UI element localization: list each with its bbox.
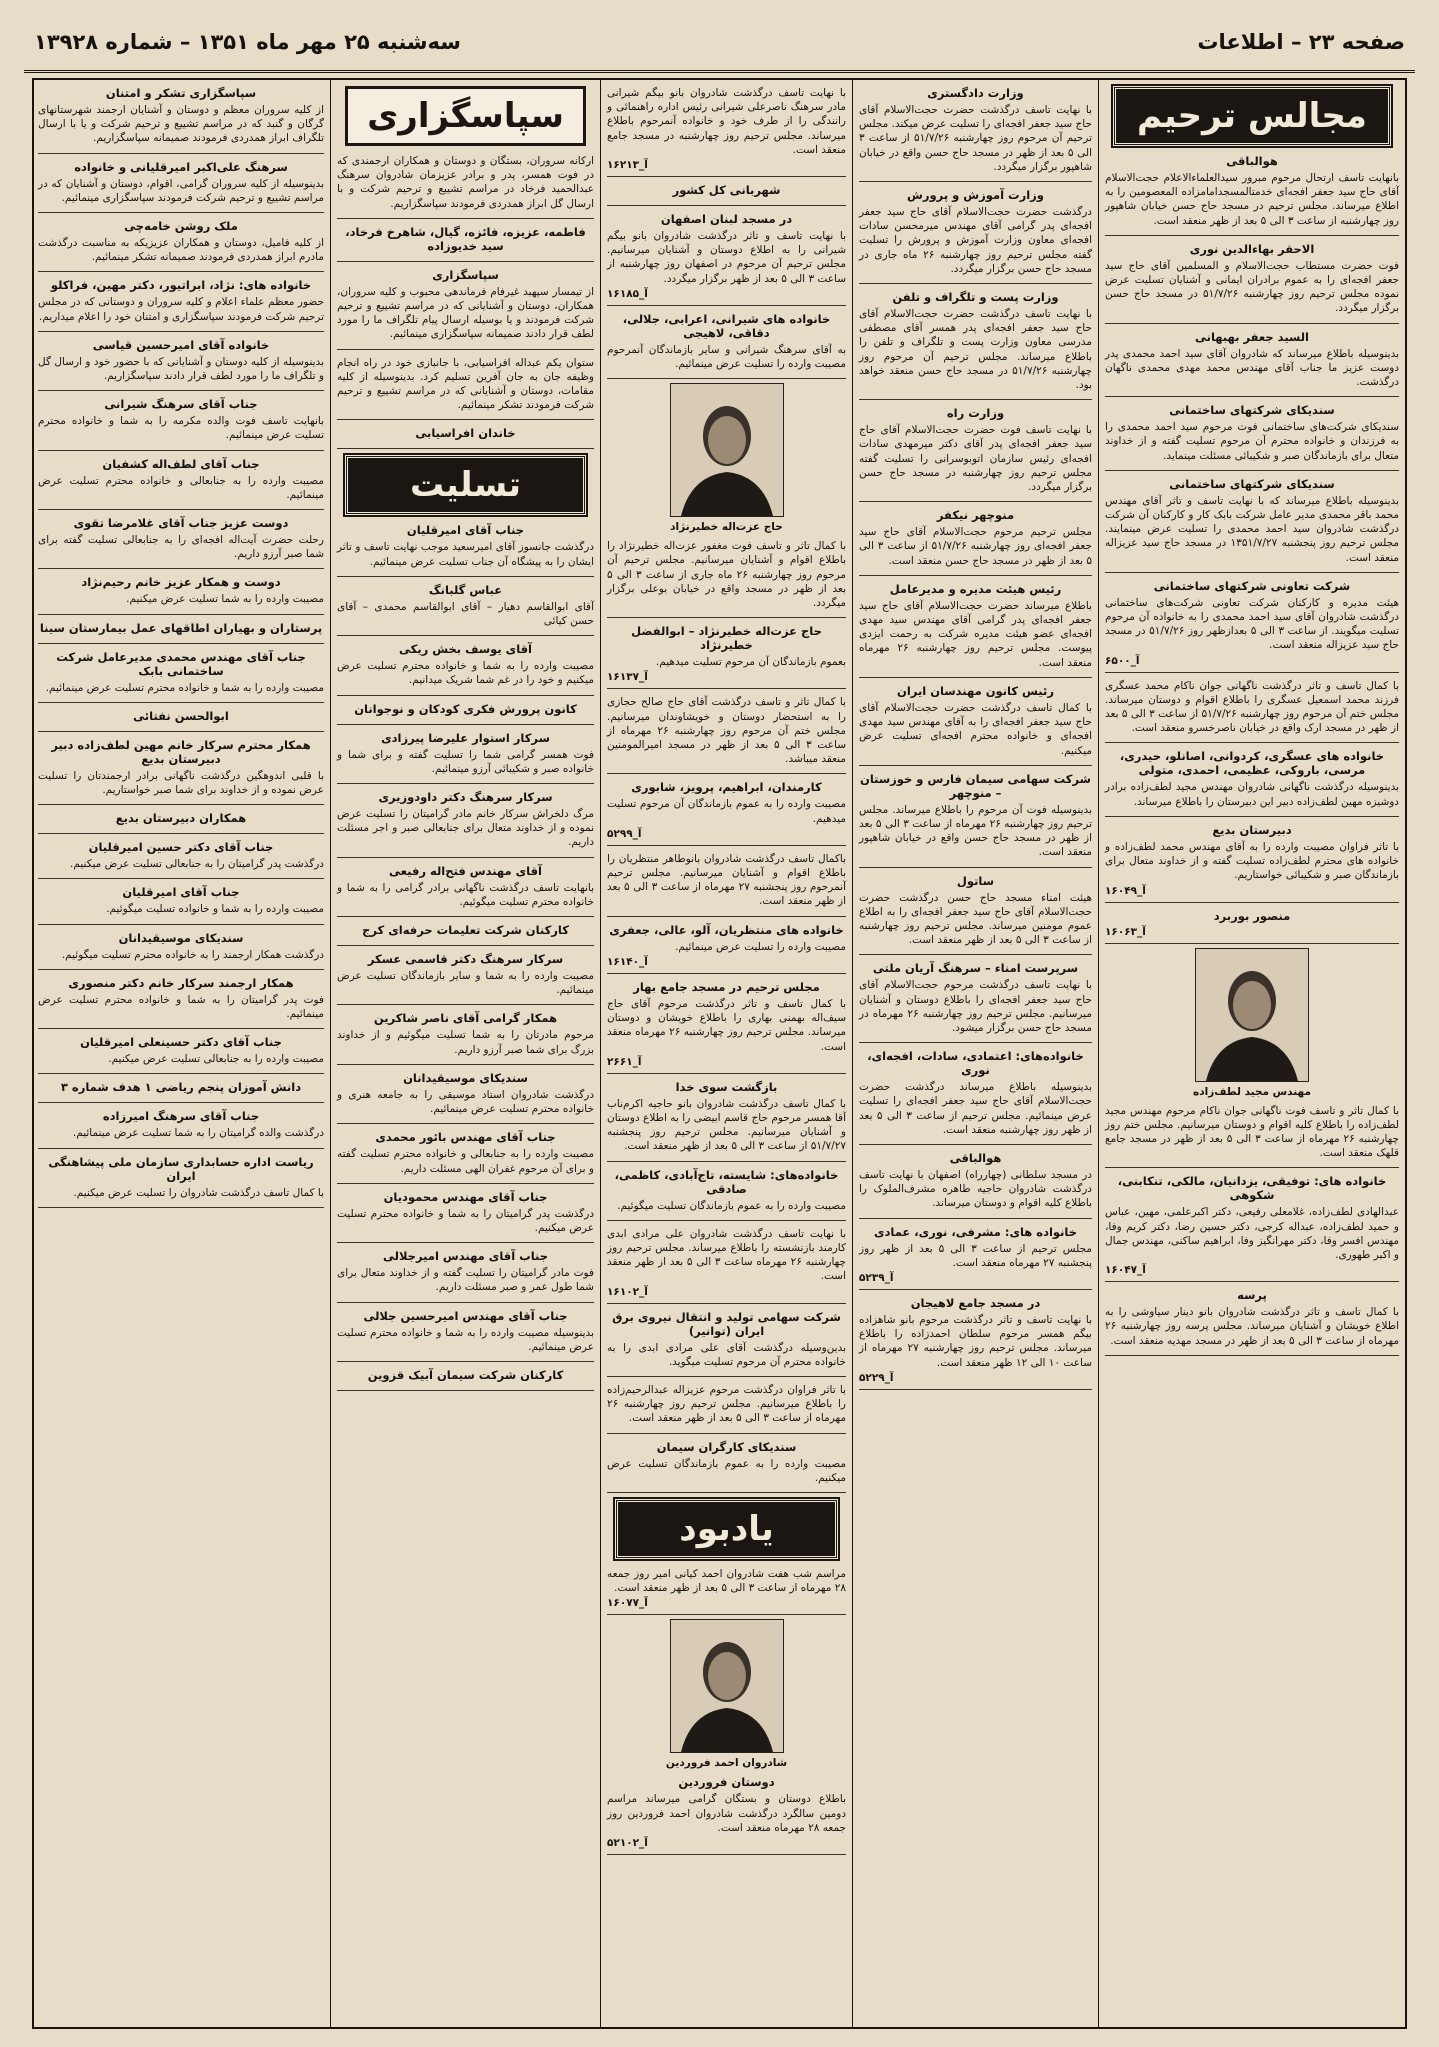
notice-title: عباس گلبانگ: [428, 582, 503, 597]
notice-item: [607, 183, 846, 206]
notice-title: خانواده آقای امیرحسین قیاسی: [92, 337, 270, 352]
notice-item: [38, 86, 324, 154]
notice-title: خانواده‌های: شایسته، تاج‌آبادی، کاظمی، صادقی: [614, 1167, 839, 1196]
notice-title: الاحقر بهاءالدین نوری: [1189, 241, 1315, 256]
notice-text: با نهایت تاسف و تاثر درگذشت شادروان بانو بیگم شیرانی را به اطلاع دوستان و آشنایان میرسانیم. مجلس ترحیم آن مرحوم در اصفهان روز چهارشنبه از ساعت ۳ الی ۵ بعد از ظهر برگزار میگردد.: [607, 230, 846, 285]
notice-title: شرکت سهامی سیمان فارس و خوزستان – منوچهر: [860, 771, 1091, 800]
notice-item: [38, 621, 324, 644]
notice-code: آ_۱۶۰۴۷: [1105, 1264, 1146, 1277]
notice-item: [607, 539, 846, 618]
notice-text: باطلاع دوستان و بستگان گرامی میرساند مراسم دومین سالگرد درگذشت شادروان احمد فروردین روز جمعه ۲۸ مهرماه منعقد است.: [607, 1793, 846, 1834]
notice-title: شرکت تعاونی شرکتهای ساختمانی: [1153, 578, 1351, 593]
notice-text: هیئت امناء مسجد حاج حسن درگذشت حضرت حجت‌الاسلام آقای حاج سید جعفر افجه‌ای را به اطلاع عموم مومنین میرساند. مجلس ترحیم روز چهارشنبه از ساعت ۳ الی ۵ بعد از ظهر منعقد است.: [859, 891, 1092, 947]
notice-text: مصیبت وارده را به شما و خانواده محترم تسلیت عرض مینمائیم.: [45, 681, 324, 694]
notice-item: [1105, 154, 1399, 236]
notice-title: سرکار سرهنگ دکتر قاسمی عسکر: [367, 952, 564, 967]
notice-title: همکاران دبیرستان بدیع: [115, 811, 247, 826]
notice-title: هوالباقی: [949, 1150, 1002, 1165]
notice-item: [607, 780, 846, 845]
portrait-photo: [1105, 948, 1399, 1098]
notice-item: [38, 160, 324, 213]
notice-title: جناب آقای مهندس محمودیان: [383, 1189, 548, 1204]
notice-title: آقای مهندس فتح‌اله رفیعی: [389, 863, 542, 878]
notice-item: [38, 1080, 324, 1103]
column-b-list: [859, 86, 1092, 1390]
notice-text: با کمال تاسف و تاثر درگذشت مرحوم آقای حاج سیف‌اله بهمنی بهاری را باطلاع خویشان و دوستان میرساند. مجلس ترحیم روز چهارشنبه ۲۶ مهرماه منعقد است.: [607, 997, 846, 1053]
notice-code: آ_۲۶۶۱: [607, 1055, 642, 1068]
notice-item: [607, 86, 846, 177]
column-a: [1099, 80, 1405, 2027]
notice-item: [1105, 1104, 1399, 1169]
notice-title: سرکار استوار علیرضا پیرزادی: [381, 730, 550, 745]
notice-code: آ_۱۶۱۸۵: [607, 287, 648, 300]
notice-item: [607, 1227, 846, 1304]
notice-item: [1105, 477, 1399, 573]
notice-item: [1105, 579, 1399, 673]
notice-title: دبیرستان بدیع: [1212, 822, 1292, 837]
notice-item: [337, 731, 594, 784]
notice-title: دوستان فروردین: [678, 1775, 775, 1790]
notice-item: [337, 923, 594, 946]
portrait-caption: شادروان احمد فروردین: [665, 1757, 788, 1770]
notice-title: پرستاران و بهیاران اطاقهای عمل بیمارستان سینا: [39, 620, 323, 635]
portrait-silhouette-icon: [671, 384, 783, 516]
notice-title: جناب آقای امیرقلیان: [406, 523, 525, 538]
notice-text: مصیبت وارده را به جنابعالی تسلیت عرض میکنیم.: [108, 1053, 324, 1066]
notice-text: حضور معظم علماء اعلام و کلیه سروران و دوستانی که در مجلس ترحیم شرکت فرمودند سپاسگزاری و امتنان خود را اعلام میداریم.: [38, 296, 324, 323]
notice-item: [859, 582, 1092, 678]
portrait-silhouette-icon: [1196, 949, 1308, 1081]
banner-majales: مجالس ترحیم: [1113, 86, 1391, 146]
notice-title: وزارت پست و تلگراف و تلفن: [892, 290, 1059, 305]
notice-title: خانواده های: مشرفی، نوری، عمادی: [873, 1224, 1078, 1239]
notice-text: با کمال تاسف درگذشت شادروان بانو حاجیه اکرم‌ناب آقا همسر مرحوم حاج قاسم ابیضی را به اطلاع دوستان و آشنایان میرسانیم. مجلس ترحیم روز پنجشنبه ۵۱/۷/۲۷ از ساعت ۳ الی ۵ بعد از ظهر منعقد است.: [607, 1097, 846, 1153]
portrait-photo: [607, 383, 846, 533]
portrait-caption: مهندس مجید لطف‌زاده: [1193, 1085, 1311, 1098]
notice-text: با نهایت تاسف درگذشت شادروان علی مرادی ابدی کارمند بازنشسته را باطلاع میرساند. مجلس ترحیم روز چهارشنبه ۲۶ مهرماه ساعت ۳ الی ۵ بعد از ظهر منعقد است.: [607, 1227, 847, 1283]
notice-code: آ_۱۶۰۶۳: [1105, 925, 1146, 938]
notice-title: جناب آقای مهندس بائور محمدی: [375, 1130, 556, 1145]
notice-item: [337, 790, 594, 858]
notice-text: در مسجد سلطانی (چهارراه) اصفهان با نهایت تاسف درگذشت شادروان حاجیه طاهره مشرف‌الملوک را باطلاع کلیه اقوام و دوستان میرساند.: [859, 1168, 1092, 1210]
notice-title: وزارت دادگستری: [927, 86, 1024, 100]
notice-text: بانهایت تاسف فوت والده مکرمه را به شما و خانواده محترم تسلیت عرض مینمائیم.: [38, 415, 324, 442]
notice-title: خاندان افراسیابی: [415, 426, 516, 441]
notice-item: [859, 1296, 1092, 1390]
notice-item: [1105, 1288, 1399, 1356]
notice-text: فوت مادر گرامیتان را تسلیت گفته و از خداوند متعال برای شما طول عمر و صبر مسئلت داریم.: [337, 1267, 594, 1294]
notice-code: آ_۱۶۱۰۲: [607, 1285, 648, 1298]
notice-title: حاج عزت‌اله خطیرنژاد – ابوالفضل خطیرنژاد: [631, 624, 822, 653]
notice-text: بدینوسیله باطلاع میرساند درگذشت حضرت حجت‌الاسلام آقای حاج سید جعفر افجه‌ای را تسلیت عرض مینمائیم. مجلس ترحیم از ساعت ۳ الی ۵ بعد از ظهر روز چهارشنبه منعقد است.: [859, 1081, 1092, 1136]
notice-item: [38, 457, 324, 510]
portrait-photo: [607, 1619, 846, 1769]
notice-title: ابوالحسن نفتائی: [133, 708, 229, 723]
notice-text: سندیکای شرکت‌های ساختمانی فوت مرحوم سید احمد محمدی را به فرزندان و خانواده محترم آن مرحوم تسلیت گفته و از خداوند متعال برای بازماندگان صبر و شکیبائی مسئلت مینماید.: [1105, 421, 1399, 462]
notice-code: آ_۱۶۰۴۹: [1105, 884, 1146, 897]
portrait-image: [670, 383, 784, 517]
notice-title: جناب آقای امیرقلیان: [122, 885, 240, 900]
notice-item: [38, 1035, 324, 1074]
banner-dark: یادبود: [615, 1499, 838, 1559]
notice-text: مصیبت وارده را به عموم بازماندگان تسلیت میگوئیم.: [617, 1199, 846, 1212]
notice-item: [607, 1775, 846, 1855]
notice-code: آ_۵۲۲۹: [859, 1371, 894, 1384]
notice-text: به آقای سرهنگ شیرانی و سایر بازماندگان آنمرحوم مصیبت وارده را تسلیت عرض مینمائیم.: [607, 343, 846, 371]
notice-title: پرسه: [1237, 1288, 1267, 1303]
notice-text: با تاثر فراوان درگذشت مرحوم عزیزاله عبدالرحیم‌زاده را باطلاع میرسانیم. مجلس ترحیم روز چهارشنبه ۲۶ مهرماه از ساعت ۳ الی ۵ بعد از ظهر منعقد است.: [607, 1383, 846, 1425]
column-c-list: [607, 86, 846, 1855]
notice-item: [607, 1383, 846, 1434]
notice-item: [607, 1567, 846, 1615]
notice-title: جناب آقای مهندس محمدی مدیرعامل شرکت ساختمانی بابک: [56, 649, 306, 678]
notice-item: [337, 268, 594, 350]
column-c: [601, 80, 853, 2027]
notice-title: ریاست اداره حسابداری سازمان ملی پیشاهنگی ایران: [48, 1154, 314, 1183]
notice-item: [337, 642, 594, 695]
notice-item: [1105, 909, 1399, 944]
notice-text: فوت پدر گرامیتان را به شما و خانواده محترم تسلیت عرض مینمائیم.: [38, 993, 324, 1021]
notice-text: فوت همسر گرامی شما را تسلیت گفته و برای شما و خانواده صبر و شکیبائی آرزو مینمائیم.: [337, 748, 594, 775]
portrait-caption: حاج عزت‌اله خطیرنژاد: [670, 521, 783, 534]
notice-text: مجلس ترحیم از ساعت ۳ الی ۵ بعد از ظهر روز پنجشنبه ۲۷ مهرماه منعقد است.: [859, 1242, 1092, 1269]
notice-item: [337, 702, 594, 725]
notice-text: عبدالهادی لطف‌زاده، غلامعلی رفیعی، دکتر اکبرعلمی، مهین، عباس و حمید لطف‌زاده، عبداله کرجی، دکتر حسین رضا، دکتر کریم وفا، مهندس افسر وفا، دکتر مهرانگیز وفا، ابراهیم ساکنی، مهندس جمال و اکبر طهوری.: [1105, 1206, 1399, 1261]
notice-title: سپاسگزاری تشکر و امتنان: [105, 86, 257, 100]
notice-code: آ_۵۲۱۰۲: [607, 1836, 648, 1849]
notice-title: سندیکای شرکتهای ساختمانی: [1169, 403, 1335, 418]
notice-text: با کمال تاثر و تاسف فوت ناگهانی جوان ناکام مرحوم مهندس مجید لطف‌زاده را باطلاع کلیه اقوام و دوستان میرسانیم. مجلس ختم روز چهارشنبه ۲۶ مهرماه از ساعت ۳ الی ۵ بعد از ظهر در مسجد جامع قلهک منعقد است.: [1105, 1104, 1400, 1160]
column-e: [32, 80, 331, 2027]
notice-title: در مسجد لبنان اصفهان: [660, 212, 793, 227]
notice-text: مصیبت وارده را به جنابعالی و خانواده محترم تسلیت گفته و برای آن مرحوم غفران الهی مسئلت داریم.: [337, 1148, 594, 1175]
notice-text: درگذشت جانسوز آقای امیرسعید موجب نهایت تاسف و تاثر ایشان را به پیشگاه آن جناب تسلیت عرض مینمائیم.: [337, 541, 594, 568]
notice-item: [337, 1190, 594, 1243]
notice-item: [607, 695, 846, 774]
notice-item: [38, 738, 324, 805]
notice-title: خانواده های: توفیقی، یزدانیان، مالکی، تنکابنی، شکوهی: [1117, 1174, 1387, 1203]
notice-text: رحلت حضرت آیت‌اله افجه‌ای را به جنابعالی تسلیت گفته برای شما صبر آرزو داریم.: [38, 534, 324, 561]
banner-dark: تسلیت: [345, 455, 586, 515]
notice-title: کارمندان، ابراهیم، پرویز، شابوری: [631, 780, 822, 795]
notice-text: با نهایت تاسف درگذشت حضرت حجت‌الاسلام آقای حاج سید جعفر افجه‌ای را تسلیت عرض میکند. مجلس ترحیم آن مرحوم روز چهارشنبه ۵۱/۷/۲۶ از ساعت ۳ الی ۵ بعد از ظهر در مسجد حاج حسن واقع در خیابان شاهپور برگزار میگردد.: [859, 104, 1092, 173]
notice-code: آ_۶۵۰۰: [1105, 654, 1140, 667]
notice-text: بدینوسیله از کلیه دوستان و آشنایانی که با حضور خود و ارسال گل و تلگراف ما را مورد لطف قرار دادند سپاسگزاریم.: [38, 355, 324, 383]
notice-text: مصیبت وارده را به شما و خانواده محترم تسلیت عرض میکنیم و خود را در غم شما شریک میدانیم.: [337, 660, 594, 687]
notice-text: هیئت مدیره و کارکنان شرکت تعاونی شرکت‌های ساختمانی درگذشت شادروان آقای سید احمد محمدی را به خانواده آن مرحوم تسلیت میگویند. از ساعت ۳ الی ۵ بعدازظهر روز ۵۱/۷/۲۶ در مسجد حاج سید عزیزاله منعقد است.: [1105, 596, 1400, 652]
notice-title: سرپرست امناء – سرهنگ آریان ملتی: [872, 961, 1079, 976]
notice-item: [38, 397, 324, 450]
notice-item: [1105, 403, 1399, 471]
notice-text: مرحوم مادرتان را به شما تسلیت میگوئیم و از خداوند بزرگ برای شما صبر آرزو داریم.: [337, 1029, 594, 1056]
notice-item: [859, 86, 1092, 182]
notice-text: بدینوسیله از کلیه سروران گرامی، اقوام، دوستان و آشنایان که در مراسم تشییع و ترحیم شرکت فرمودند سپاسگزاری مینمائیم.: [38, 177, 324, 204]
notice-item: [607, 1168, 846, 1221]
notice-title: السید جعفر بهبهانی: [1195, 329, 1309, 344]
notice-code: آ_۱۶۲۱۳: [607, 159, 648, 172]
column-d: [331, 80, 601, 2027]
notice-item: [337, 1309, 594, 1362]
notice-code: آ_۵۲۳۹: [859, 1271, 894, 1284]
notice-text: درگذشت همکار ارجمند را به خانواده محترم تسلیت میگوئیم.: [61, 948, 324, 961]
notice-text: بدینوسیله باطلاع میرساند که شادروان آقای سید احمد محمدی پدر دوست عزیز ما جناب آقای مهندس محمد مهدی محمدی ناگهان درگذشت.: [1105, 347, 1399, 389]
notice-text: بعموم بازماندگان آن مرحوم تسلیت میدهیم.: [655, 656, 846, 669]
notice-title: همکار محترم سرکار خانم مهین لطف‌زاده دبیر دبیرستان بدیع: [51, 737, 311, 766]
notice-item: [607, 312, 846, 379]
notice-item: [1105, 330, 1399, 398]
notice-item: [607, 624, 846, 689]
notice-title: ملک روشن خامه‌چی: [124, 219, 238, 234]
notice-text: با نهایت تاسف درگذشت مرحوم حجت‌الاسلام آقای حاج سید جعفر افجه‌ای را باطلاع دوستان و آشنایان میرسانیم. مجلس ترحیم روز چهارشنبه ۲۶ مهرماه در مسجد حاج حسن برگزار میشود.: [859, 979, 1092, 1034]
notice-item: [1105, 242, 1399, 324]
masthead: [24, 20, 1415, 73]
notice-text: با کمال تاسف درگذشت حضرت حجت‌الاسلام آقای حاج سید جعفر افجه‌ای را به آقای مهندس سید مهدی افجه‌ای و خانواده محترم افجه‌ای تسلیت عرض میکنیم.: [859, 701, 1092, 757]
notice-text: با تاثر فراوان مصیبت وارده را به آقای مهندس محمد لطف‌زاده و خانواده های محترم لطف‌زاده تسلیت گفته و از خداوند متعال برای بازماندگان صبر و شکیبائی خواستاریم.: [1105, 840, 1399, 882]
notice-text: با نهایت تاسف فوت حضرت حجت‌الاسلام آقای حاج سید جعفر افجه‌ای پدر آقای دکتر میرمهدی سادات افجه‌ای رئیس سازمان اتوبوسرانی را تسلیت گفته مجلس ترحیم روز چهارشنبه در مسجد حاج حسن برگزار میگردد.: [859, 424, 1092, 494]
notice-title: جناب آقای مهندس امیرحسین جلالی: [363, 1308, 568, 1323]
notice-title: فاطمه، عزیزه، فائزه، گیال، شاهرخ فرخاد، سید خدیوزاده: [345, 224, 586, 253]
notice-item: [859, 772, 1092, 868]
notice-text: درگذشت والده گرامیتان را به شما تسلیت عرض مینمائیم.: [72, 1127, 324, 1140]
notice-text: مصیبت وارده را به شما تسلیت عرض میکنیم.: [126, 593, 324, 606]
notice-item: [337, 583, 594, 636]
notice-item: [38, 278, 324, 331]
portrait-image: [1195, 948, 1309, 1082]
notice-item: [607, 1310, 846, 1377]
notice-title: سپاسگزاری: [432, 267, 499, 282]
notice-item: [859, 1151, 1092, 1219]
notice-text: مصیبت وارده را به عموم بازماندگان تسلیت عرض میکنیم.: [607, 1457, 846, 1484]
notice-item: [859, 508, 1092, 576]
notice-title: سندیکای موسیقیدانان: [403, 1070, 528, 1085]
notice-item: [38, 575, 324, 614]
notice-item: [859, 684, 1092, 766]
notice-item: [337, 225, 594, 262]
notice-item: [38, 811, 324, 834]
notice-title: وزارت آموزش و پرورش: [907, 188, 1044, 203]
notice-item: [859, 1225, 1092, 1290]
notice-text: بدین‌وسیله درگذشت آقای علی مرادی ابدی را به خانواده محترم آن مرحوم تسلیت میگوید.: [607, 1341, 846, 1368]
notice-text: بدینوسیله فوت آن مرحوم را باطلاع میرساند. مجلس ترحیم روز چهارشنبه ۲۶ مهرماه از ساعت ۳ الی ۵ بعد از ظهر در مسجد حاج حسن واقع در خیابان شاهپور منعقد است.: [859, 803, 1093, 859]
notice-text: ستوان یکم عبداله افراسیابی، با جانبازی خود در راه انجام وظیفه جان به جان آفرین تسلیم کرد. بدینوسیله از کلیه مقامات، دوستان و آشنایانی که در مراسم تشییع و ترحیم شرکت فرمودند تشکر مینمائیم.: [337, 356, 594, 412]
notice-text: با نهایت تاسف درگذشت حضرت حجت‌الاسلام آقای حاج سید جعفر افجه‌ای پدر همسر آقای مصطفی مدرسی معاون وزارت پست و تلگراف و تلفن را باطلاع میرساند. مجلس ترحیم آن مرحوم روز چهارشنبه ۵۱/۷/۲۶ در مسجد حاج حسن منعقد خواهد بود.: [859, 308, 1093, 392]
notice-title: کارکنان شرکت سیمان آبیک قزوین: [367, 1367, 564, 1382]
notice-text: از کلیه سروران معظم و دوستان و آشنایان ارجمند شهرستانهای گرگان و گنبد که در مراسم تشییع و ترحیم شرکت و یا با ارسال تلگراف ابراز همدردی فرمودند صمیمانه سپاسگزاریم.: [38, 104, 324, 145]
page-name: صفحه ۲۳ – اطلاعات: [1197, 30, 1405, 54]
notice-item: [1105, 823, 1399, 903]
notice-title: همکار گرامی آقای ناصر شاکرین: [373, 1011, 558, 1026]
notice-item: [337, 1130, 594, 1183]
notice-item: [337, 1071, 594, 1124]
notice-title: جناب آقای سرهنگ امیرزاده: [102, 1109, 260, 1124]
notice-text: درگذشت پدر گرامیتان را به شما و خانواده محترم تسلیت عرض میکنیم.: [337, 1207, 594, 1234]
notice-item: [859, 290, 1092, 400]
notice-text: درگذشت پدر گرامیتان را به جنابعالی تسلیت عرض میکنیم.: [70, 858, 324, 871]
notice-item: [38, 931, 324, 970]
notice-item: [859, 874, 1092, 956]
column-d-list: [337, 154, 594, 1391]
notice-text: مصیبت وارده را به شما و سایر بازماندگان تسلیت عرض مینمائیم.: [337, 970, 594, 997]
notice-text: مراسم شب هفت شادروان احمد کیانی امیر روز جمعه ۲۸ مهرماه از ساعت ۳ الی ۵ بعد از ظهر منعقد است.: [607, 1567, 846, 1595]
notice-title: سرهنگ علی‌اکبر امیرقلیانی و خانواده: [74, 159, 288, 174]
notice-title: شهربانی کل کشور: [672, 183, 781, 198]
notice-item: [337, 1011, 594, 1064]
notice-text: با قلبی اندوهگین درگذشت ناگهانی برادر ارجمندتان را تسلیت عرض نموده و از خداوند برای شما صبر خواستاریم.: [38, 769, 324, 797]
notice-title: آقای یوسف بخش ریکی: [399, 642, 532, 657]
notice-item: [859, 406, 1092, 502]
notice-title: ساتول: [956, 873, 995, 888]
notice-item: [38, 219, 324, 272]
notice-item: [38, 650, 324, 703]
notice-text: با کمال تاثر و تاسف فوت مغفور عزت‌اله خطیرنژاد را باطلاع اقوام و آشنایان میرسانیم. مجلس ترحیم آن مرحوم روز چهارشنبه ۲۶ ماه جاری از ساعت ۳ الی ۵ بعد از ظهر در مسجد واقع در خیابان بوعلی برگزار میگردد.: [607, 540, 846, 610]
notice-text: مجلس ترحیم مرحوم حجت‌الاسلام آقای حاج سید جعفر افجه‌ای روز چهارشنبه ۵۱/۷/۲۶ از ساعت ۳ الی ۵ بعد از ظهر در مسجد حاج حسن منعقد است.: [859, 526, 1092, 567]
notice-text: بدینوسیله باطلاع میرساند که با نهایت تاسف و تاثر آقای مهندس محمد باقر محمدی مدیر عامل شرکت بابک کار و کارکنان آن شرکت درگذشت شادروان سید احمد محمدی را تسلیت عرض مینمایند. مجلس ترحیم روز پنجشنبه ۱۳۵۱/۷/۲۷ در مسجد حاج سید عزیزاله منعقد است.: [1105, 494, 1399, 564]
notice-title: وزارت راه: [946, 406, 1005, 421]
notice-code: آ_۱۶۱۴۰: [607, 955, 648, 968]
notice-item: [607, 980, 846, 1074]
notice-item: [1105, 679, 1399, 744]
notice-text: مرگ دلخراش سرکار خانم مادر گرامیتان را تسلیت عرض نموده و از خداوند متعال برای جنابعالی صبر و اجر مسئلت داریم.: [337, 808, 594, 849]
notice-title: رئیس کانون مهندسان ایران: [897, 683, 1054, 698]
notice-title: خانواده های شیرانی، اعرابی، جلالی، دقاقی، لاهیجی: [622, 311, 831, 340]
notice-title: دوست و همکار عزیز خانم رحیم‌نژاد: [81, 575, 281, 590]
column-b: [853, 80, 1099, 2027]
notice-item: [337, 1368, 594, 1391]
notice-item: [859, 1049, 1092, 1145]
notice-title: منوچهر نیکفر: [936, 508, 1015, 523]
notice-text: درگذشت حضرت حجت‌الاسلام آقای حاج سید جعفر افجه‌ای پدر گرامی آقای مهندس میرمحسن سادات افجه‌ای معاون وزارت آموزش و پرورش را تسلیت گفته مجلس ترحیم روز چهارشنبه ۲۶ ماه جاری در مسجد حاج حسن برگزار میگردد.: [859, 206, 1092, 275]
notice-text: با کمال تاسف و تاثر درگذشت شادروان بانو دینار سیاوشی را به اطلاع خویشان و آشنایان میرساند. مجلس پرسه روز چهارشنبه ۲۶ مهرماه از ساعت ۳ الی ۵ بعد از ظهر در مسجد مهدیه منعقد است.: [1105, 1306, 1399, 1347]
notice-title: جناب آقای مهندس امیرجلالی: [383, 1249, 548, 1264]
notice-text: مصیبت وارده را به عموم بازماندگان آن مرحوم تسلیت میدهیم.: [607, 798, 846, 825]
notice-text: از کلیه فامیل، دوستان و همکاران عزیزیکه به مناسبت درگذشت مادرم ابراز همدردی فرمودند صمیمانه تشکر مینمائیم.: [38, 237, 324, 264]
notice-item: [607, 212, 846, 306]
notice-item: [859, 188, 1092, 284]
notice-text: درگذشت شادروان استاد موسیقی را به جامعه هنری و خانواده محترم تسلیت عرض مینمائیم.: [337, 1088, 594, 1116]
notice-title: کانون پرورش فکری کودکان و نوجوانان: [354, 701, 577, 716]
notice-title: همکار ارجمند سرکار خانم دکتر منصوری: [68, 975, 294, 990]
notice-item: [337, 356, 594, 421]
notice-item: [38, 840, 324, 879]
notice-item: [607, 852, 846, 917]
notice-item: [38, 709, 324, 732]
notice-text: بدینوسیله مصیبت وارده را به شما و خانواده محترم تسلیت عرض مینمائیم.: [337, 1326, 594, 1353]
portrait-image: [670, 1619, 784, 1753]
notice-title: خانواده های عسگری، کردوانی، اصانلو، حیدری، مرسی، باروکی، عظیمی، احمدی، متولی: [1119, 749, 1385, 778]
notice-text: از تیمسار سپهبد غیرفام فرماندهی محبوب و کلیه سروران، همکاران، دوستان و آشنایانی که در مراسم تشییع و ترحیم شرکت فرمودند و یا بوسیله ارسال پیام تلگراف ما را مورد لطف قرار دادند صمیمانه سپاسگزاری مینمائیم.: [337, 285, 594, 341]
portrait-silhouette-icon: [671, 1620, 783, 1752]
notice-text: بانهایت تاسف ارتحال مرحوم مبرور سیدالعلماءالاعلام حجت‌الاسلام آقای حاج سید جعفر افجه‌ای خدمتالمسجدامامزاده المعصومین را به اطلاع میرساند. مجلس ترحیم در مسجد حاج حسن خیابان شاهپور روز چهارشنبه از ساعت ۳ الی ۵ بعد از ظهر منعقد است.: [1105, 172, 1399, 227]
notice-text: مصیبت وارده را به جنابعالی و خانواده محترم تسلیت عرض مینمائیم.: [38, 474, 324, 501]
column-a-list: [1105, 154, 1399, 1356]
notice-text: بدینوسیله درگذشت ناگهانی شادروان مهندس مجید لطف‌زاده برادر دوشیزه مهین لطف‌زاده دبیر این دبیرستان را باطلاع میرساند.: [1105, 781, 1399, 808]
notice-item: [38, 1109, 324, 1148]
notice-title: جناب آقای دکتر حسین امیرقلیان: [88, 840, 274, 855]
notice-text: با کمال تاسف درگذشت شادروان را تسلیت عرض میکنیم.: [73, 1186, 324, 1199]
notice-text: آقای ابوالقاسم دهیار – آقای ابوالقاسم محمدی – آقای حسن کیائی: [337, 600, 594, 628]
notice-item: [38, 1155, 324, 1208]
notice-code: آ_۱۶۰۷۷: [607, 1597, 648, 1610]
notice-title: کارکنان شرکت تعلیمات حرفه‌ای کرج: [362, 923, 569, 938]
notice-text: با کمال تاسف و تاثر درگذشت ناگهانی جوان ناکام محمد عسگری فرزند محمد اسمعیل عسگری را باطلاع اقوام و دوستان میرساند. مجلس ختم آن مرحوم روز چهارشنبه ۵۱/۷/۲۶ از ساعت ۳ الی ۵ بعد از ظهر در مسجد ارک واقع در خیابان ناصرخسرو منعقد است.: [1105, 679, 1399, 735]
notice-title: سندیکای کارگران سیمان: [656, 1439, 797, 1454]
notice-title: جناب آقای لطف‌اله کشفیان: [102, 456, 260, 471]
notice-text: بانهایت تاسف درگذشت ناگهانی برادر گرامی را به شما و خانواده محترم تسلیت میگوئیم.: [337, 881, 594, 908]
notice-title: در مسجد جامع لاهیجان: [910, 1295, 1041, 1310]
notice-item: [1105, 1174, 1399, 1282]
issue-date: سه‌شنبه ۲۵ مهر ماه ۱۳۵۱ – شماره ۱۳۹۲۸: [34, 30, 461, 54]
notice-title: رئیس هیئت مدیره و مدیرعامل: [889, 581, 1062, 596]
notice-text: مصیبت وارده را تسلیت عرض مینمائیم.: [675, 940, 846, 953]
notice-title: هوالباقی: [1226, 154, 1278, 168]
notice-text: با نهایت تاسف و تاثر درگذشت مرحوم بانو شاهزاده بیگم همسر مرحوم سلطان احمدزاده را باطلاع میرساند. مجلس ترحیم روز چهارشنبه ۲۷ مهرماه از ساعت ۱۰ الی ۱۲ ظهر منعقد است.: [859, 1313, 1092, 1369]
notice-item: [38, 338, 324, 391]
notice-item: [607, 1080, 846, 1162]
notice-title: خانواده های منتظریان، آلو، عالی، جعفری: [609, 922, 844, 937]
notice-item: [859, 961, 1092, 1043]
notice-title: منصور بوربرد: [1213, 908, 1291, 923]
notice-title: مجلس ترحیم در مسجد جامع بهار: [633, 979, 820, 994]
notice-text: باکمال تاسف درگذشت شادروان بانوطاهر منتظریان را باطلاع اقوام و آشنایان میرسانیم. مجلس ترحیم آنمرحوم روز پنجشنبه ۲۷ مهرماه از ساعت ۳ الی ۵ بعد از ظهر منعقد است.: [607, 852, 847, 908]
notice-code: آ_۵۲۹۹: [607, 827, 642, 840]
banner-sepas: سپاسگزاری: [345, 86, 586, 146]
notice-item: [337, 864, 594, 917]
notice-item: [38, 516, 324, 569]
notice-text: باطلاع میرساند حضرت حجت‌الاسلام آقای حاج سید جعفر افجه‌ای پدر گرامی آقای مهندس سید مهدی افجه‌ای عضو هیئت مدیره شرکت به رحمت ایزدی پیوست. مجلس ترحیم روز چهارشنبه ۲۶ مهرماه منعقد است.: [859, 599, 1093, 669]
notice-title: سندیکای موسیقیدانان: [118, 930, 244, 945]
notice-text: مصیبت وارده را به شما و خانواده تسلیت میگوئیم.: [106, 903, 324, 916]
notice-item: [607, 1440, 846, 1493]
notice-item: [337, 154, 594, 219]
notice-text: با نهایت تاسف درگذشت شادروان بانو بیگم شیرانی مادر سرهنگ ناصرعلی شیرانی رئیس اداره راهنمائی و رانندگی را از طرف خود و خانواده آنمرحوم باطلاع میرساند. مجلس ترحیم روز چهارشنبه در مسجد جامع منعقد است.: [607, 87, 846, 156]
notice-text: فوت حضرت مستطاب حجت‌الاسلام و المسلمین آقای حاج سید جعفر افجه‌ای را به عموم برادران ایمانی و آشنایان تسلیت عرض نموده مجلس ترحیم روز چهارشنبه ۵۱/۷/۲۶ در مسجد حاج حسن برگزار میگردد.: [1105, 259, 1399, 315]
notice-item: [38, 976, 324, 1029]
notice-item: [337, 426, 594, 449]
notice-item: [607, 923, 846, 974]
notice-title: سندیکای شرکتهای ساختمانی: [1169, 476, 1335, 491]
notice-title: بازگشت سوی خدا: [675, 1079, 778, 1094]
notice-title: سرکار سرهنگ دکتر داودوزیری: [378, 790, 553, 805]
notice-item: [337, 1249, 594, 1302]
notice-text: ارکانه سروران، بستگان و دوستان و همکاران ارجمندی که در فوت همسر، پدر و برادر عزیزمان شادروان سرهنگ عبدالحمید فرخاد در مراسم تشییع و ترحیم شرکت و با ارسال گل ابراز همدردی فرمودند سپاسگزاریم.: [337, 155, 594, 210]
notice-title: دوست عزیز جناب آقای غلامرضا تقوی: [73, 516, 289, 531]
column-e-list: [38, 86, 324, 1208]
notice-item: [337, 952, 594, 1005]
notice-code: آ_۱۶۱۳۷: [607, 671, 648, 684]
notice-item: [337, 523, 594, 576]
notice-item: [1105, 749, 1399, 816]
notice-item: [38, 885, 324, 924]
notice-text: با کمال تاثر و تاسف درگذشت آقای حاج صالح حجازی را به استحضار دوستان و خویشاوندان میرسانیم. مجلس ختم آن مرحوم روز چهارشنبه ۲۶ مهرماه از ساعت ۳ الی ۵ بعد از ظهر در مسجد امیرالمومنین منعقد میباشد.: [607, 696, 846, 766]
notice-title: جناب آقای سرهنگ شیرانی: [104, 397, 258, 412]
notice-title: جناب آقای دکتر حسینعلی امیرقلیان: [80, 1035, 282, 1050]
notice-title: شرکت سهامی تولید و انتقال نیروی برق ایران (توانیر): [612, 1309, 841, 1338]
notice-title: دانش آموزان پنجم ریاضی ۱ هدف شماره ۳: [60, 1080, 302, 1095]
notice-title: خانواده های: نژاد، ابراتیور، دکتر مهین، فراکلو: [50, 278, 312, 293]
notice-title: خانواده‌های: اعتمادی، سادات، افجه‌ای، نوری: [867, 1049, 1084, 1078]
